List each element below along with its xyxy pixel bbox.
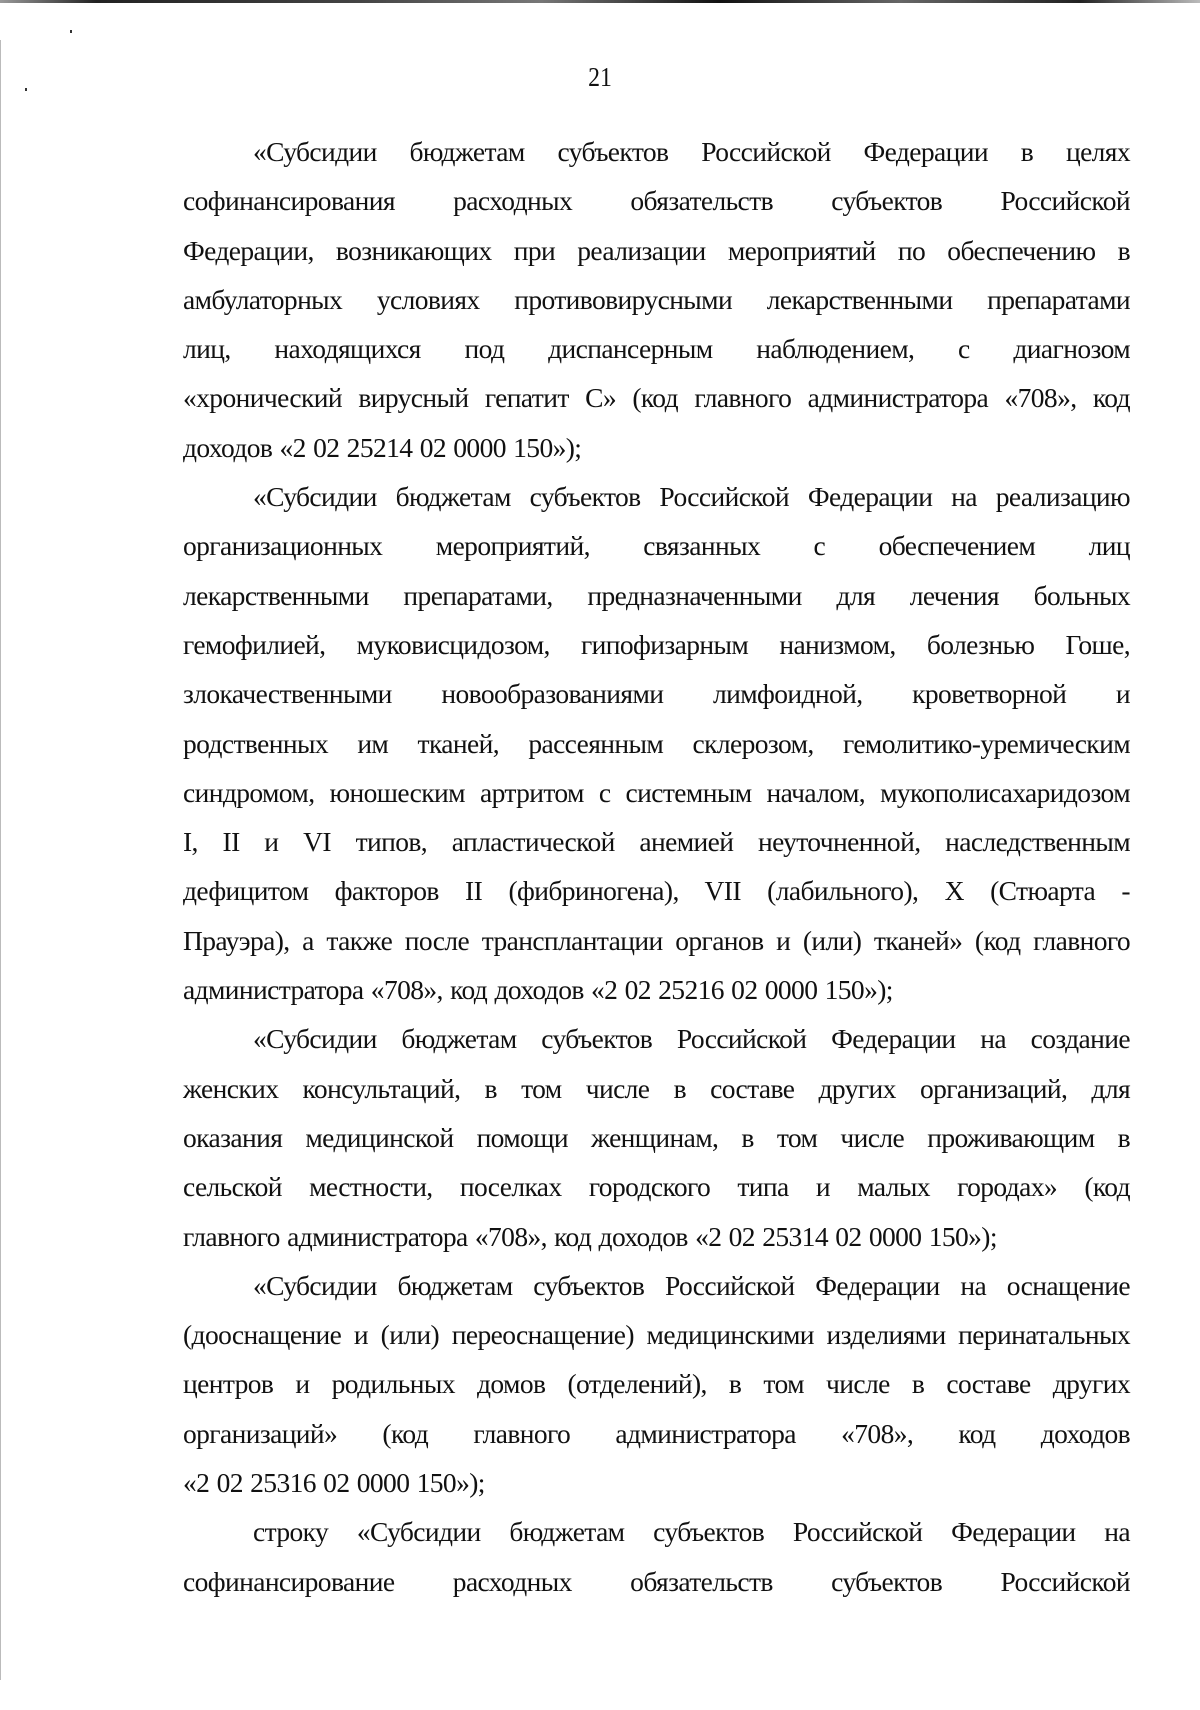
text-line: центров и родильных домов (отделений), в том числе в составе других — [183, 1368, 1130, 1400]
text-line: строку «Субсидии бюджетам субъектов Российской Федерации на — [253, 1516, 1130, 1548]
paragraph-perinatal-equipment-subsidy — [183, 1261, 1130, 1507]
text-line: «хронический вирусный гепатит С» (код главного администратора «708», код — [183, 382, 1130, 414]
document-body — [183, 127, 1130, 1606]
text-line: «Субсидии бюджетам субъектов Российской Федерации на создание — [253, 1023, 1130, 1055]
text-line: оказания медицинской помощи женщинам, в том числе проживающим в — [183, 1121, 1130, 1153]
text-line: «Субсидии бюджетам субъектов Российской Федерации на реализацию — [253, 481, 1130, 513]
text-line: злокачественными новообразованиями лимфоидной, кроветворной и — [183, 678, 1130, 710]
text-line: лекарственными препаратами, предназначенными для лечения больных — [183, 579, 1130, 611]
scan-speck — [70, 30, 72, 33]
page-number: 21 — [588, 62, 612, 92]
scan-speck — [25, 88, 27, 91]
text-line: главного администратора «708», код доходов «2 02 25314 02 0000 150»); — [183, 1220, 997, 1252]
paragraph-hepatitis-subsidy — [183, 127, 1130, 472]
text-line: доходов «2 02 25214 02 0000 150»); — [183, 431, 582, 463]
scan-top-edge — [0, 0, 1200, 3]
text-line: синдромом, юношеским артритом с системным началом, мукополисахаридозом — [183, 776, 1130, 808]
text-line: сельской местности, поселках городского типа и малых городах» (код — [183, 1171, 1130, 1203]
text-line: I, II и VI типов, апластической анемией неуточненной, наследственным — [183, 826, 1130, 858]
text-line: софинансирования расходных обязательств субъектов Российской — [183, 185, 1130, 217]
text-line: организационных мероприятий, связанных с обеспечением лиц — [183, 530, 1130, 562]
text-line: родственных им тканей, рассеянным склерозом, гемолитико-уремическим — [183, 727, 1130, 759]
text-line: лиц, находящихся под диспансерным наблюдением, с диагнозом — [183, 333, 1130, 365]
text-line: организаций» (код главного администратора «708», код доходов — [183, 1417, 1130, 1449]
text-line: «Субсидии бюджетам субъектов Российской Федерации на оснащение — [253, 1269, 1130, 1301]
text-line: амбулаторных условиях противовирусными лекарственными препаратами — [183, 283, 1130, 315]
paragraph-cofinancing-line — [183, 1507, 1130, 1606]
text-line: Федерации, возникающих при реализации мероприятий по обеспечению в — [183, 234, 1130, 266]
text-line: дефицитом факторов II (фибриногена), VII (лабильного), X (Стюарта - — [183, 875, 1130, 907]
paragraph-medications-subsidy — [183, 472, 1130, 1014]
text-line: софинансирование расходных обязательств субъектов Российской — [183, 1565, 1130, 1597]
text-line: Прауэра), а также после трансплантации органов и (или) тканей» (код главного — [183, 924, 1130, 956]
text-line: «Субсидии бюджетам субъектов Российской Федерации в целях — [253, 136, 1130, 167]
scan-left-edge — [0, 40, 1, 1680]
paragraph-womens-clinics-subsidy — [183, 1014, 1130, 1260]
text-line: администратора «708», код доходов «2 02 25216 02 0000 150»); — [183, 974, 893, 1006]
text-line: гемофилией, муковисцидозом, гипофизарным нанизмом, болезнью Гоше, — [183, 628, 1130, 660]
text-line: (дооснащение и (или) переоснащение) медицинскими изделиями перинатальных — [183, 1319, 1130, 1351]
text-line: «2 02 25316 02 0000 150»); — [183, 1467, 485, 1499]
text-line: женских консультаций, в том числе в составе других организаций, для — [183, 1072, 1130, 1104]
